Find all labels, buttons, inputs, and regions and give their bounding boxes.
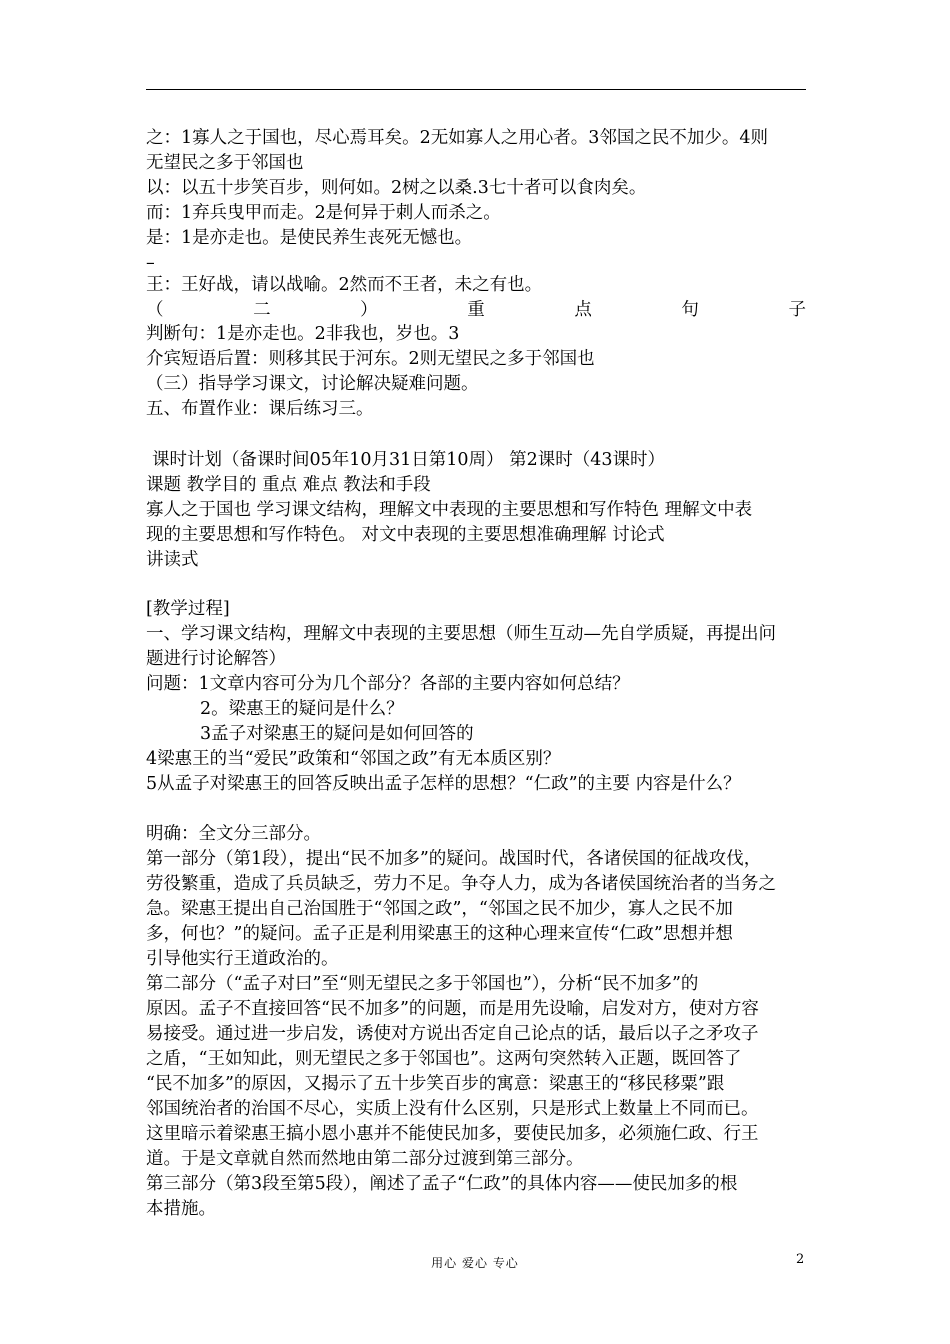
text-line: 第一部分（第1段），提出“民不加多”的疑问。战国时代，各诸侯国的征战攻伐， bbox=[146, 849, 762, 869]
heading-char: ） bbox=[360, 300, 378, 320]
text-line: 易接受。通过进一步启发，诱使对方说出否定自己论点的话，最后以子之矛攻子 bbox=[146, 1024, 759, 1044]
text-line: 寡人之于国也 学习课文结构，理解文中表现的主要思想和写作特色 理解文中表 bbox=[146, 500, 753, 520]
text-line: 邻国统治者的治国不尽心，实质上没有什么区别，只是形式上数量上不同而已。 bbox=[146, 1099, 759, 1119]
text-line: 道。于是文章就自然而然地由第二部分过渡到第三部分。 bbox=[146, 1149, 584, 1169]
section-heading-key-sentences bbox=[146, 298, 806, 323]
text-line: 课时计划（备课时间05年10月31日第10周） 第2课时（43课时） bbox=[152, 450, 666, 470]
text-line: “民不加多”的原因，又揭示了五十步笑百步的寓意：梁惠王的“移民移粟”跟 bbox=[146, 1074, 725, 1094]
text-line: 3孟子对梁惠王的疑问是如何回答的 bbox=[200, 724, 474, 744]
text-line: 本措施。 bbox=[146, 1199, 216, 1219]
text-line: 劳役繁重，造成了兵员缺乏，劳力不足。争夺人力，成为各诸侯国统治者的当务之 bbox=[146, 874, 776, 894]
heading-char: 句 bbox=[681, 300, 699, 320]
text-line: 2。梁惠王的疑问是什么？ bbox=[200, 699, 404, 719]
header-rule bbox=[146, 89, 806, 90]
text-line: 题进行讨论解答） bbox=[146, 649, 286, 669]
text-line: 引导他实行王道政治的。 bbox=[146, 949, 339, 969]
heading-char: 子 bbox=[788, 300, 806, 320]
text-line: 而：1弃兵曳甲而走。2是何异于刺人而杀之。 bbox=[146, 203, 501, 223]
text-line: 一、学习课文结构，理解文中表现的主要思想（师生互动—先自学质疑，再提出问 bbox=[146, 624, 776, 644]
text-line: – bbox=[146, 253, 155, 273]
text-line: 急。梁惠王提出自己治国胜于“邻国之政”，“邻国之民不加少，寡人之民不加 bbox=[146, 899, 733, 919]
heading-char: 重 bbox=[467, 300, 485, 320]
text-line: 判断句：1是亦走也。2非我也，岁也。3 bbox=[146, 324, 460, 344]
heading-char: （ bbox=[146, 300, 164, 320]
text-line: 第三部分（第3段至第5段），阐述了孟子“仁政”的具体内容——使民加多的根 bbox=[146, 1174, 738, 1194]
text-line: 是：1是亦走也。是使民养生丧死无憾也。 bbox=[146, 228, 473, 248]
text-line: （三）指导学习课文，讨论解决疑难问题。 bbox=[146, 374, 479, 394]
text-line: 讲读式 bbox=[146, 550, 199, 570]
text-line: 现的主要思想和写作特色。 对文中表现的主要思想准确理解 讨论式 bbox=[146, 525, 665, 545]
heading-char: 点 bbox=[574, 300, 592, 320]
text-line: 无望民之多于邻国也 bbox=[146, 153, 304, 173]
text-line: 5从孟子对梁惠王的回答反映出孟子怎样的思想？“仁政”的主要 内容是什么？ bbox=[146, 774, 741, 794]
text-line: 之：1寡人之于国也，尽心焉耳矣。2无如寡人之用心者。3邻国之民不加少。4则 bbox=[146, 128, 769, 148]
text-line: [教学过程] bbox=[146, 599, 230, 619]
text-line: 课题 教学目的 重点 难点 教法和手段 bbox=[146, 475, 431, 495]
text-line: 问题：1文章内容可分为几个部分？各部的主要内容如何总结？ bbox=[146, 674, 630, 694]
heading-char: 二 bbox=[253, 300, 271, 320]
text-line: 之盾，“王如知此，则无望民之多于邻国也”。这两句突然转入正题，既回答了 bbox=[146, 1049, 742, 1069]
page-number: 2 bbox=[796, 1252, 805, 1267]
footer-motto: 用心 爱心 专心 bbox=[431, 1256, 519, 1270]
text-line: 介宾短语后置：则移其民于河东。2则无望民之多于邻国也 bbox=[146, 349, 595, 369]
text-line: 以：以五十步笑百步，则何如。2树之以桑.3七十者可以食肉矣。 bbox=[146, 178, 647, 198]
text-line: 明确：全文分三部分。 bbox=[146, 824, 321, 844]
text-line: 多，何也？”的疑问。孟子正是利用梁惠王的这种心理来宣传“仁政”思想并想 bbox=[146, 924, 733, 944]
text-line: 五、布置作业：课后练习三。 bbox=[146, 399, 374, 419]
text-line: 王：王好战，请以战喻。2然而不王者，未之有也。 bbox=[146, 275, 543, 295]
text-line: 第二部分（“孟子对曰”至“则无望民之多于邻国也”），分析“民不加多”的 bbox=[146, 974, 699, 994]
text-line: 原因。孟子不直接回答“民不加多”的问题，而是用先设喻，启发对方，使对方容 bbox=[146, 999, 759, 1019]
text-line: 4梁惠王的当“爱民”政策和“邻国之政”有无本质区别？ bbox=[146, 749, 561, 769]
text-line: 这里暗示着梁惠王搞小恩小惠并不能使民加多，要使民加多，必须施仁政、行王 bbox=[146, 1124, 759, 1144]
